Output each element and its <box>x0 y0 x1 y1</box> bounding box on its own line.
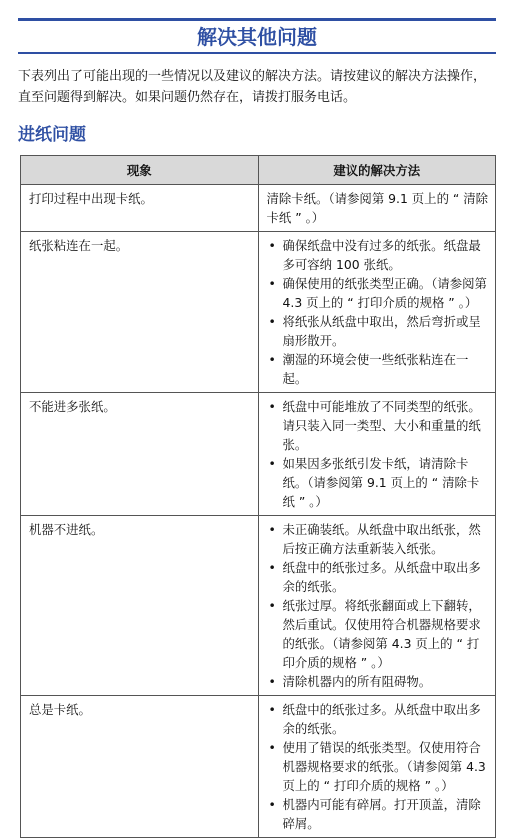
list-item: • 纸张过厚。将纸张翻面或上下翻转，然后重试。仅使用符合机器规格要求的纸张。（请参阅第 4.3 页上的 “ 打印介质的规格 ” 。） <box>267 596 490 672</box>
solution-cell <box>258 232 496 393</box>
list-item: • 纸盘中的纸张过多。从纸盘中取出多余的纸张。 <box>267 558 490 596</box>
symptom-cell: 不能进多张纸。 <box>21 393 259 516</box>
header-solution: 建议的解决方法 <box>258 156 496 185</box>
symptom-cell: 总是卡纸。 <box>21 696 259 838</box>
intro-paragraph: 下表列出了可能出现的一些情况以及建议的解决方法。请按建议的解决方法操作，直至问题得到解决。如果问题仍然存在，请拨打服务电话。 <box>18 69 487 105</box>
header-symptom: 现象 <box>21 156 259 185</box>
table-row <box>21 393 496 516</box>
solution-cell <box>258 393 496 516</box>
list-item: • 清除机器内的所有阻碍物。 <box>267 672 490 691</box>
title-rule-top <box>18 18 496 21</box>
list-item: • 确保纸盘中没有过多的纸张。纸盘最多可容纳 100 张纸。 <box>267 236 490 274</box>
symptom-cell: 打印过程中出现卡纸。 <box>21 185 259 232</box>
troubleshooting-table <box>20 155 496 838</box>
list-item: • 潮湿的环境会使一些纸张粘连在一起。 <box>267 350 490 388</box>
list-item: • 未正确装纸。从纸盘中取出纸张，然后按正确方法重新装入纸张。 <box>267 520 490 558</box>
solution-cell <box>258 516 496 696</box>
title-rule-bottom <box>18 52 496 54</box>
symptom-cell: 机器不进纸。 <box>21 516 259 696</box>
list-item: • 确保使用的纸张类型正确。（请参阅第 4.3 页上的 “ 打印介质的规格 ” 。） <box>267 274 490 312</box>
solution-cell: 清除卡纸。（请参阅第 9.1 页上的 “ 清除卡纸 ” 。） <box>258 185 496 232</box>
table-row <box>21 185 496 232</box>
list-item: • 机器内可能有碎屑。打开顶盖，清除碎屑。 <box>267 795 490 833</box>
page-title: 解决其他问题 <box>197 25 317 49</box>
solution-list <box>267 520 490 691</box>
symptom-cell: 纸张粘连在一起。 <box>21 232 259 393</box>
list-item: • 纸盘中的纸张过多。从纸盘中取出多余的纸张。 <box>267 700 490 738</box>
table-row <box>21 232 496 393</box>
table-header-row <box>21 156 496 185</box>
solution-list <box>267 397 490 511</box>
solution-list <box>267 700 490 833</box>
list-item: • 将纸张从纸盘中取出，然后弯折或呈扇形散开。 <box>267 312 490 350</box>
list-item: • 纸盘中可能堆放了不同类型的纸张。请只装入同一类型、大小和重量的纸张。 <box>267 397 490 454</box>
list-item: • 使用了错误的纸张类型。仅使用符合机器规格要求的纸张。（请参阅第 4.3 页上的 “ 打印介质的规格 ” 。） <box>267 738 490 795</box>
table-row <box>21 516 496 696</box>
section-title: 进纸问题 <box>18 125 86 145</box>
solution-list <box>267 236 490 388</box>
list-item: • 如果因多张纸引发卡纸，请清除卡纸。（请参阅第 9.1 页上的 “ 清除卡纸 ” 。） <box>267 454 490 511</box>
